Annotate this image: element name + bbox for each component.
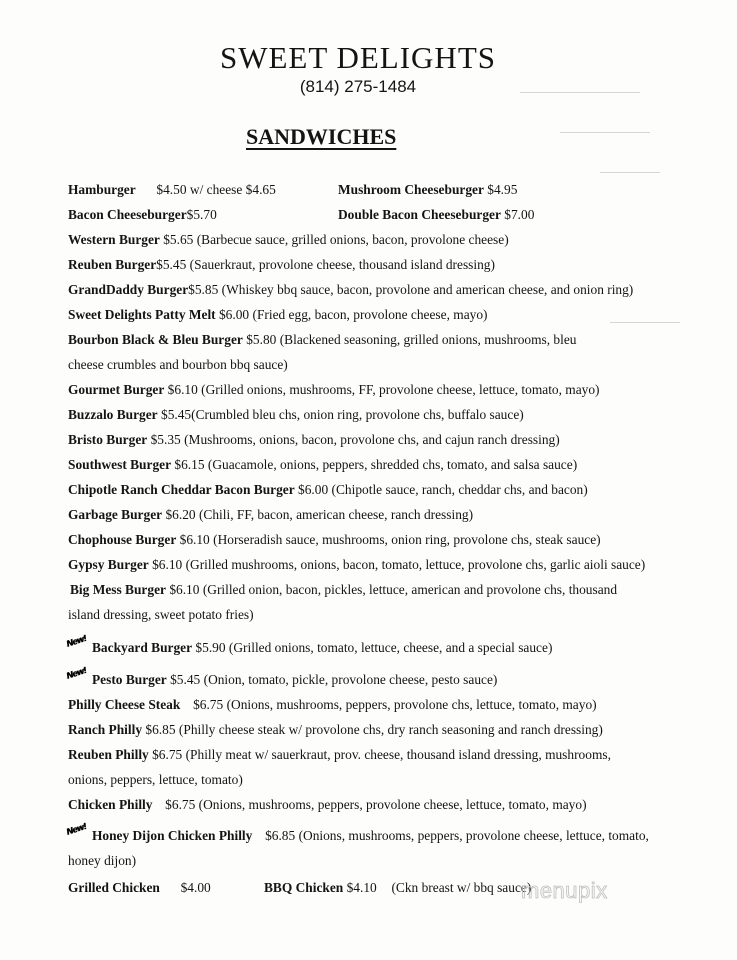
menu-item [68,507,473,523]
item-name: Backyard Burger [92,640,193,655]
item-name: Chicken Philly [68,797,153,812]
item-description: (Sauerkraut, provolone cheese, thousand island dressing) [189,257,495,272]
item-price: $5.70 [186,207,217,222]
menu-item [68,532,601,548]
item-name: Reuben Philly [68,747,149,762]
item-description: (Whiskey bbq sauce, bacon, provolone and american cheese, and onion ring) [221,282,634,297]
item-name: Mushroom Cheeseburger [338,182,484,197]
item-name: Western Burger [68,232,160,247]
item-name: BBQ Chicken [264,880,344,895]
menu-item [68,797,587,813]
menu-item [68,697,597,713]
item-price: $6.75 [193,697,224,712]
menu-item [68,207,217,223]
item-price: $4.10 [346,880,377,895]
menu-item [68,307,487,323]
menu-item [68,282,633,298]
item-description-continued: onions, peppers, lettuce, tomato) [68,772,243,787]
menu-item [338,182,517,198]
item-description: (Onions, mushrooms, peppers, provolone chs, lettuce, tomato, mayo) [226,697,597,712]
item-description-continued: island dressing, sweet potato fries) [68,607,254,622]
item-description: (Horseradish sauce, mushrooms, onion ring, provolone chs, steak sauce) [213,532,601,547]
menu-item [68,747,611,763]
item-name: Southwest Burger [68,457,172,472]
item-price: $4.50 [156,182,187,197]
item-description: (Barbecue sauce, grilled onions, bacon, provolone cheese) [196,232,509,247]
item-price: $6.85 [145,722,176,737]
new-badge: New! [64,821,88,837]
item-name: Reuben Burger [68,257,157,272]
item-name: GrandDaddy Burger [68,282,189,297]
new-badge: New! [64,633,88,649]
item-name: Gypsy Burger [68,557,149,572]
item-description: (Fried egg, bacon, provolone cheese, mayo) [252,307,488,322]
bleed-through-mark [610,322,680,323]
item-price: $5.45 [161,407,192,422]
item-price: $6.20 [165,507,196,522]
menu-item [338,207,534,223]
item-price: $5.45 [170,672,201,687]
menu-item [68,880,211,896]
item-description: (Onions, mushrooms, peppers, provolone cheese, lettuce, tomato, mayo) [198,797,587,812]
item-price: $7.00 [504,207,535,222]
item-price: $5.65 [163,232,194,247]
item-name: Bourbon Black & Bleu Burger [68,332,243,347]
menu-item [92,672,497,688]
phone-number: (814) 275-1484 [299,77,417,96]
item-price: $4.00 [180,880,211,895]
menu-item [68,482,588,498]
item-price: $6.10 [169,582,200,597]
item-name: Hamburger [68,182,136,197]
item-name: Sweet Delights Patty Melt [68,307,216,322]
item-name: Honey Dijon Chicken Philly [92,828,253,843]
item-description: (Crumbled bleu chs, onion ring, provolone chs, buffalo sauce) [191,407,524,422]
menu-item [68,232,509,248]
item-name: Pesto Burger [92,672,167,687]
item-name: Philly Cheese Steak [68,697,181,712]
item-name: Garbage Burger [68,507,163,522]
item-price: $6.10 [179,532,210,547]
menu-item [68,257,495,273]
item-price: $5.85 [188,282,219,297]
menu-item [68,457,577,473]
item-name: Big Mess Burger [70,582,166,597]
item-name: Buzzalo Burger [68,407,158,422]
item-description: (Grilled onions, tomato, lettuce, cheese, and a special sauce) [228,640,553,655]
item-name: Chipotle Ranch Cheddar Bacon Burger [68,482,295,497]
item-description: (Philly cheese steak w/ provolone chs, dry ranch seasoning and ranch dressing) [178,722,603,737]
item-description-continued: cheese crumbles and bourbon bbq sauce) [68,357,288,372]
item-name: Gourmet Burger [68,382,165,397]
item-description: (Chili, FF, bacon, american cheese, ranch dressing) [198,507,474,522]
item-name: Bacon Cheeseburger [68,207,187,222]
item-price: $5.35 [150,432,181,447]
item-price: $6.00 [218,307,250,322]
item-price: $6.85 [265,828,296,843]
menu-item [92,828,649,844]
item-price: $5.80 [246,332,277,347]
item-description: (Grilled onion, bacon, pickles, lettuce, american and provolone chs, thousand [202,582,618,597]
menu-item [68,182,276,198]
item-description: (Mushrooms, onions, bacon, provolone chs, and cajun ranch dressing) [184,432,560,447]
item-description: (Grilled onions, mushrooms, FF, provolone cheese, lettuce, tomato, mayo) [201,382,600,397]
item-price: $6.75 [165,797,196,812]
menu-item [68,722,603,738]
item-description: (Chipotle sauce, ranch, cheddar chs, and bacon) [331,482,588,497]
menu-item [68,382,600,398]
new-badge: New! [64,665,88,681]
item-name: Ranch Philly [68,722,143,737]
item-description-continued: honey dijon) [68,853,137,868]
menu-item [92,640,552,656]
item-price: $6.10 [167,382,198,397]
item-description: (Grilled mushrooms, onions, bacon, tomato, lettuce, provolone chs, garlic aioli sauce) [185,557,646,572]
item-price: $6.75 [152,747,183,762]
menu-item [68,407,524,423]
section-heading: SANDWICHES [246,124,397,149]
item-price: $5.90 [195,640,226,655]
item-name: Chophouse Burger [68,532,177,547]
menu-item [68,332,576,348]
item-name: Bristo Burger [68,432,148,447]
item-price: $6.10 [152,557,183,572]
restaurant-name: SWEET DELIGHTS [219,40,497,75]
item-description: (Blackened seasoning, grilled onions, mushrooms, bleu [279,332,577,347]
menu-item [68,557,645,573]
item-description: (Ckn breast w/ bbq sauce) [391,880,532,895]
item-name: Grilled Chicken [68,880,160,895]
item-price: $6.15 [174,457,205,472]
menu-item [70,582,617,598]
item-description: (Onions, mushrooms, peppers, provolone cheese, lettuce, tomato, [298,828,649,843]
item-price: $4.95 [487,182,518,197]
menu-item [68,432,560,448]
menu-item [264,880,531,896]
watermark-logo: menupix [521,878,608,903]
item-description: (Philly meat w/ sauerkraut, prov. cheese, thousand island dressing, mushrooms, [185,747,611,762]
item-price: $6.00 [298,482,329,497]
item-name: Double Bacon Cheeseburger [338,207,501,222]
bleed-through-mark [560,132,650,133]
item-price: $5.45 [156,257,187,272]
item-description: (Onion, tomato, pickle, provolone cheese, pesto sauce) [203,672,498,687]
item-extra: w/ cheese $4.65 [189,182,276,197]
bleed-through-mark [600,172,660,173]
item-description: (Guacamole, onions, peppers, shredded chs, tomato, and salsa sauce) [207,457,578,472]
